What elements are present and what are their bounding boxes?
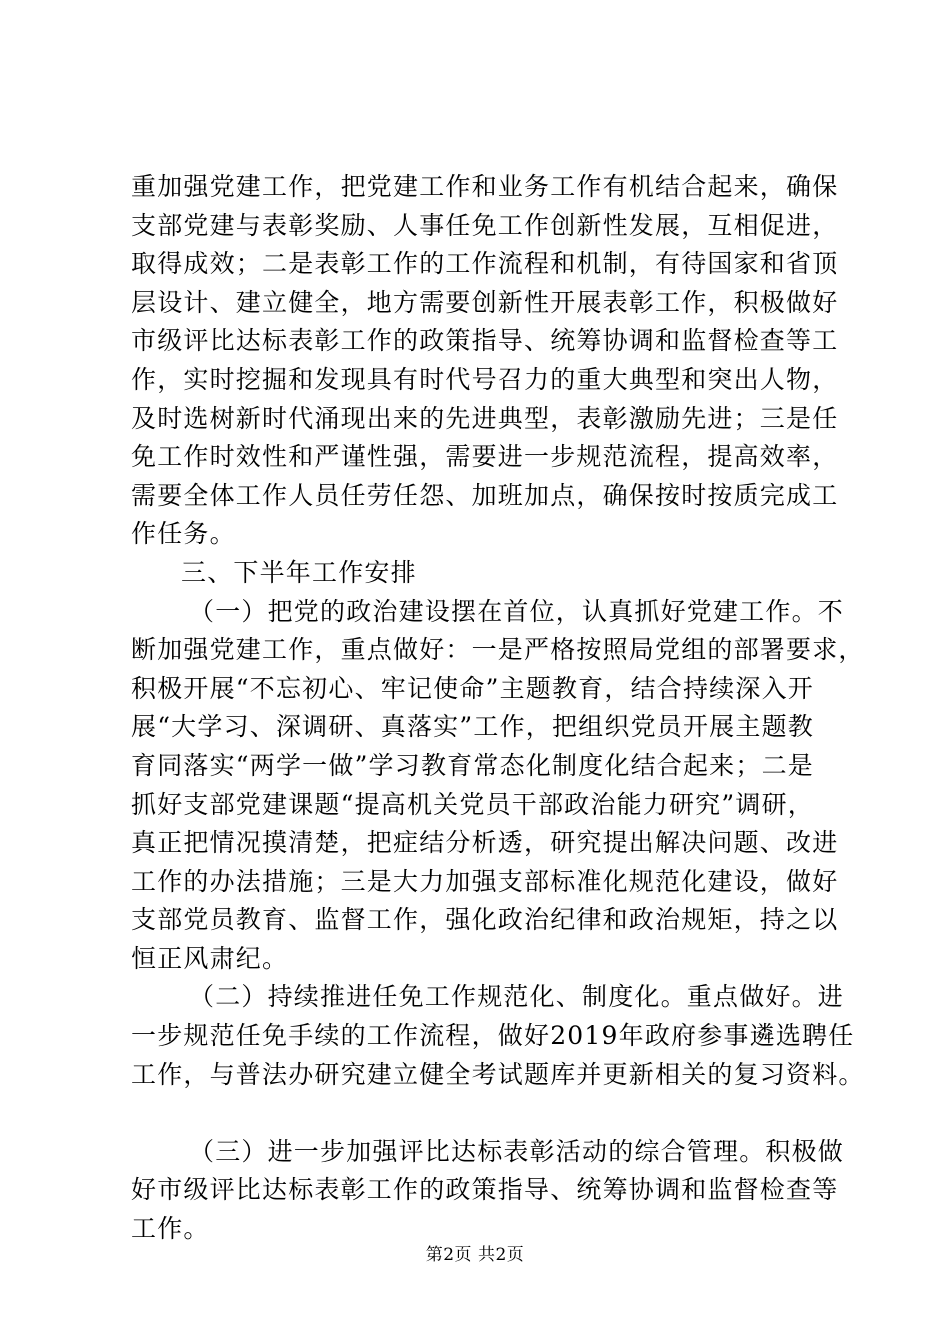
paragraph-gap	[131, 1094, 831, 1133]
text-line: 支部党建与表彰奖励、人事任免工作创新性发展，互相促进，	[131, 210, 839, 240]
text-line: 抓好支部党建课题“提高机关党员干部政治能力研究”调研，	[131, 789, 814, 819]
text-line: 工作。	[131, 1214, 210, 1244]
text-line: 工作，与普法办研究建立健全考试题库并更新相关的复习资料。	[131, 1059, 865, 1089]
text-line: 作任务。	[131, 519, 236, 549]
text-line: 断加强党建工作，重点做好：一是严格按照局党组的部署要求，	[131, 635, 865, 665]
text-line: 重加强党建工作，把党建工作和业务工作有机结合起来，确保	[131, 172, 839, 201]
text-line: 及时选树新时代涌现出来的先进典型，表彰激励先进；三是任	[131, 403, 839, 433]
text-line: 好市级评比达标表彰工作的政策指导、统筹协调和监督检查等	[131, 1175, 839, 1205]
text-line: 需要全体工作人员任劳任怨、加班加点，确保按时按质完成工	[131, 480, 839, 510]
text-line: 作，实时挖掘和发现具有时代号召力的重大典型和突出人物，	[131, 364, 839, 394]
text-line: 真正把情况摸清楚，把症结分析透，研究提出解决问题、改进	[131, 828, 839, 858]
paragraph-first-line: （一）把党的政治建设摆在首位，认真抓好党建工作。不	[189, 596, 845, 626]
text-line: 积极开展“不忘初心、牢记使命”主题教育，结合持续深入开	[131, 673, 814, 703]
paragraph-first-line: （二）持续推进任免工作规范化、制度化。重点做好。进	[189, 982, 845, 1012]
text-line: 支部党员教育、监督工作，强化政治纪律和政治规矩，持之以	[131, 905, 839, 935]
text-line: 育同落实“两学一做”学习教育常态化制度化结合起来；二是	[131, 750, 814, 780]
document-body	[131, 168, 865, 1249]
text-line: 恒正风肃纪。	[131, 943, 289, 973]
text-line: 层设计、建立健全，地方需要创新性开展表彰工作，积极做好	[131, 287, 839, 317]
page-number-footer: 第2页 共2页	[425, 1245, 525, 1265]
text-line: 一步规范任免手续的工作流程，做好2019年政府参事遴选聘任	[131, 1021, 855, 1051]
text-line: 市级评比达标表彰工作的政策指导、统筹协调和监督检查等工	[131, 326, 839, 356]
text-line: 免工作时效性和严谨性强，需要进一步规范流程，提高效率，	[131, 442, 839, 472]
paragraph-first-line: （三）进一步加强评比达标表彰活动的综合管理。积极做	[189, 1136, 845, 1166]
text-line: 展“大学习、深调研、真落实”工作，把组织党员开展主题教	[131, 712, 814, 742]
section-heading: 三、下半年工作安排	[181, 557, 417, 587]
text-line: 取得成效；二是表彰工作的工作流程和机制，有待国家和省顶	[131, 249, 839, 279]
text-line: 工作的办法措施；三是大力加强支部标准化规范化建设，做好	[131, 866, 839, 896]
